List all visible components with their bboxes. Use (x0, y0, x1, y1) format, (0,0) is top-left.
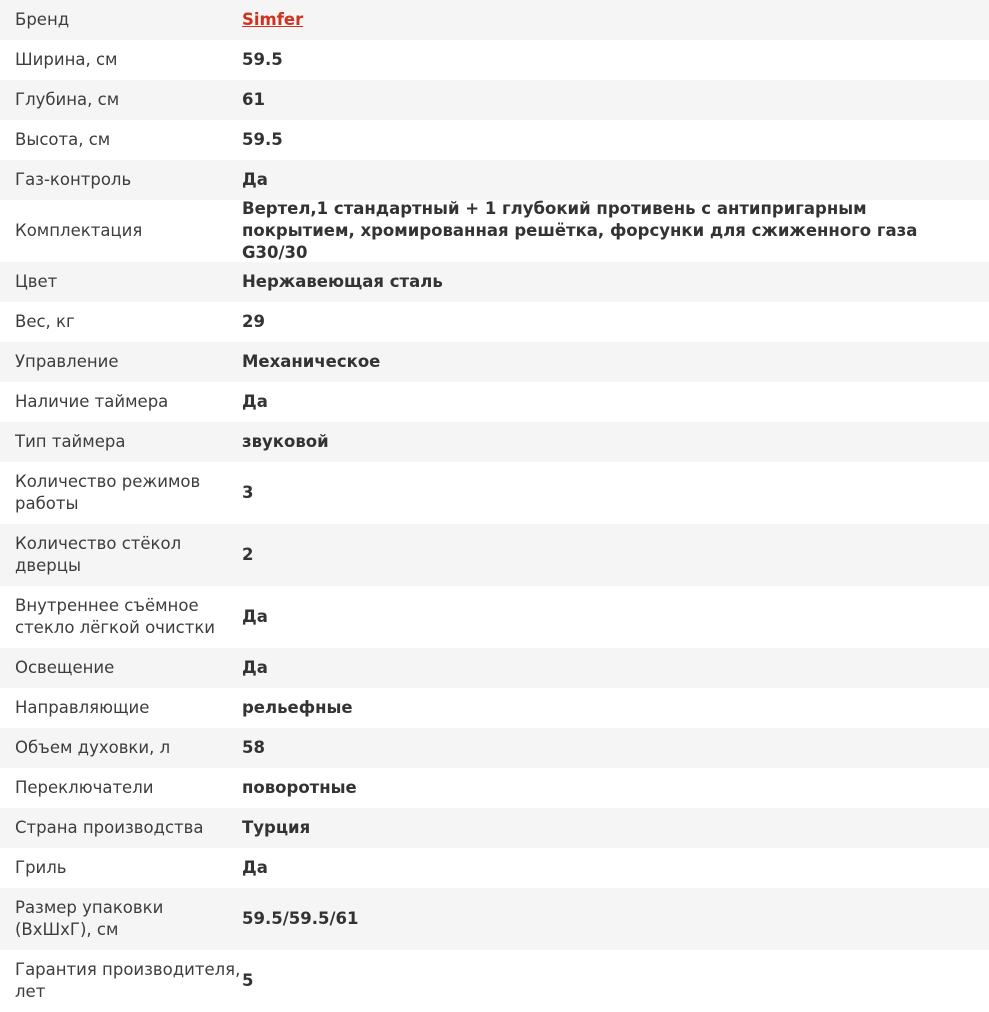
spec-row (0, 302, 989, 342)
spec-value: 59.5/59.5/61 (242, 909, 359, 928)
spec-name: Вес, кг (15, 312, 75, 331)
spec-value: Механическое (242, 352, 381, 371)
spec-value: Да (242, 392, 268, 411)
spec-name: Комплектация (15, 221, 143, 240)
spec-row (0, 462, 989, 524)
spec-value (242, 9, 989, 31)
spec-row (0, 200, 989, 262)
spec-name: Страна производства (15, 818, 204, 837)
spec-value: 59.5 (242, 130, 283, 149)
spec-name: Переключатели (15, 778, 154, 797)
spec-value: рельефные (242, 698, 353, 717)
spec-row (0, 524, 989, 586)
spec-row (0, 0, 989, 40)
spec-name: Количество стёкол дверцы (15, 534, 182, 575)
spec-name: Высота, см (15, 130, 111, 149)
spec-value: Да (242, 858, 268, 877)
spec-row (0, 120, 989, 160)
spec-name: Ширина, см (15, 50, 118, 69)
spec-value: Турция (242, 818, 311, 837)
spec-value: Да (242, 658, 268, 677)
spec-value: звуковой (242, 432, 329, 451)
spec-row (0, 342, 989, 382)
spec-value: Да (242, 607, 268, 626)
spec-row (0, 950, 989, 1012)
spec-name: Гарантия производителя, лет (15, 960, 241, 1001)
spec-row (0, 586, 989, 648)
spec-value: 58 (242, 738, 265, 757)
spec-name: Газ-контроль (15, 170, 132, 189)
spec-value: 61 (242, 90, 265, 109)
spec-name: Бренд (15, 10, 70, 29)
spec-value: 29 (242, 312, 265, 331)
spec-row (0, 768, 989, 808)
spec-name: Управление (15, 352, 119, 371)
spec-row (0, 382, 989, 422)
spec-value: 3 (242, 483, 254, 502)
spec-name: Глубина, см (15, 90, 120, 109)
spec-value: Да (242, 170, 268, 189)
spec-name: Наличие таймера (15, 392, 169, 411)
spec-row (0, 648, 989, 688)
spec-name: Внутреннее съёмное стекло лёгкой очистки (15, 596, 216, 637)
spec-row (0, 80, 989, 120)
spec-name: Цвет (15, 272, 58, 291)
spec-row (0, 262, 989, 302)
spec-row (0, 808, 989, 848)
spec-value: Нержавеющая сталь (242, 272, 443, 291)
spec-name: Тип таймера (15, 432, 126, 451)
spec-name: Количество режимов работы (15, 472, 201, 513)
spec-row (0, 728, 989, 768)
brand-link[interactable]: Simfer (242, 10, 304, 29)
spec-value: 2 (242, 545, 254, 564)
spec-row (0, 40, 989, 80)
spec-row (0, 160, 989, 200)
spec-row (0, 848, 989, 888)
spec-value: 59.5 (242, 50, 283, 69)
spec-name: Направляющие (15, 698, 150, 717)
spec-name: Размер упаковки (ВхШхГ), см (15, 898, 164, 939)
spec-name: Объем духовки, л (15, 738, 171, 757)
spec-name: Гриль (15, 858, 67, 877)
spec-row (0, 888, 989, 950)
spec-name: Освещение (15, 658, 115, 677)
spec-row (0, 422, 989, 462)
spec-value: Вертел,1 стандартный + 1 глубокий противень с антипригарным покрытием, хромированная решётка, форсунки для сжиженного газа G30/30 (242, 199, 918, 262)
spec-row (0, 688, 989, 728)
spec-value: 5 (242, 971, 254, 990)
spec-value: поворотные (242, 778, 357, 797)
